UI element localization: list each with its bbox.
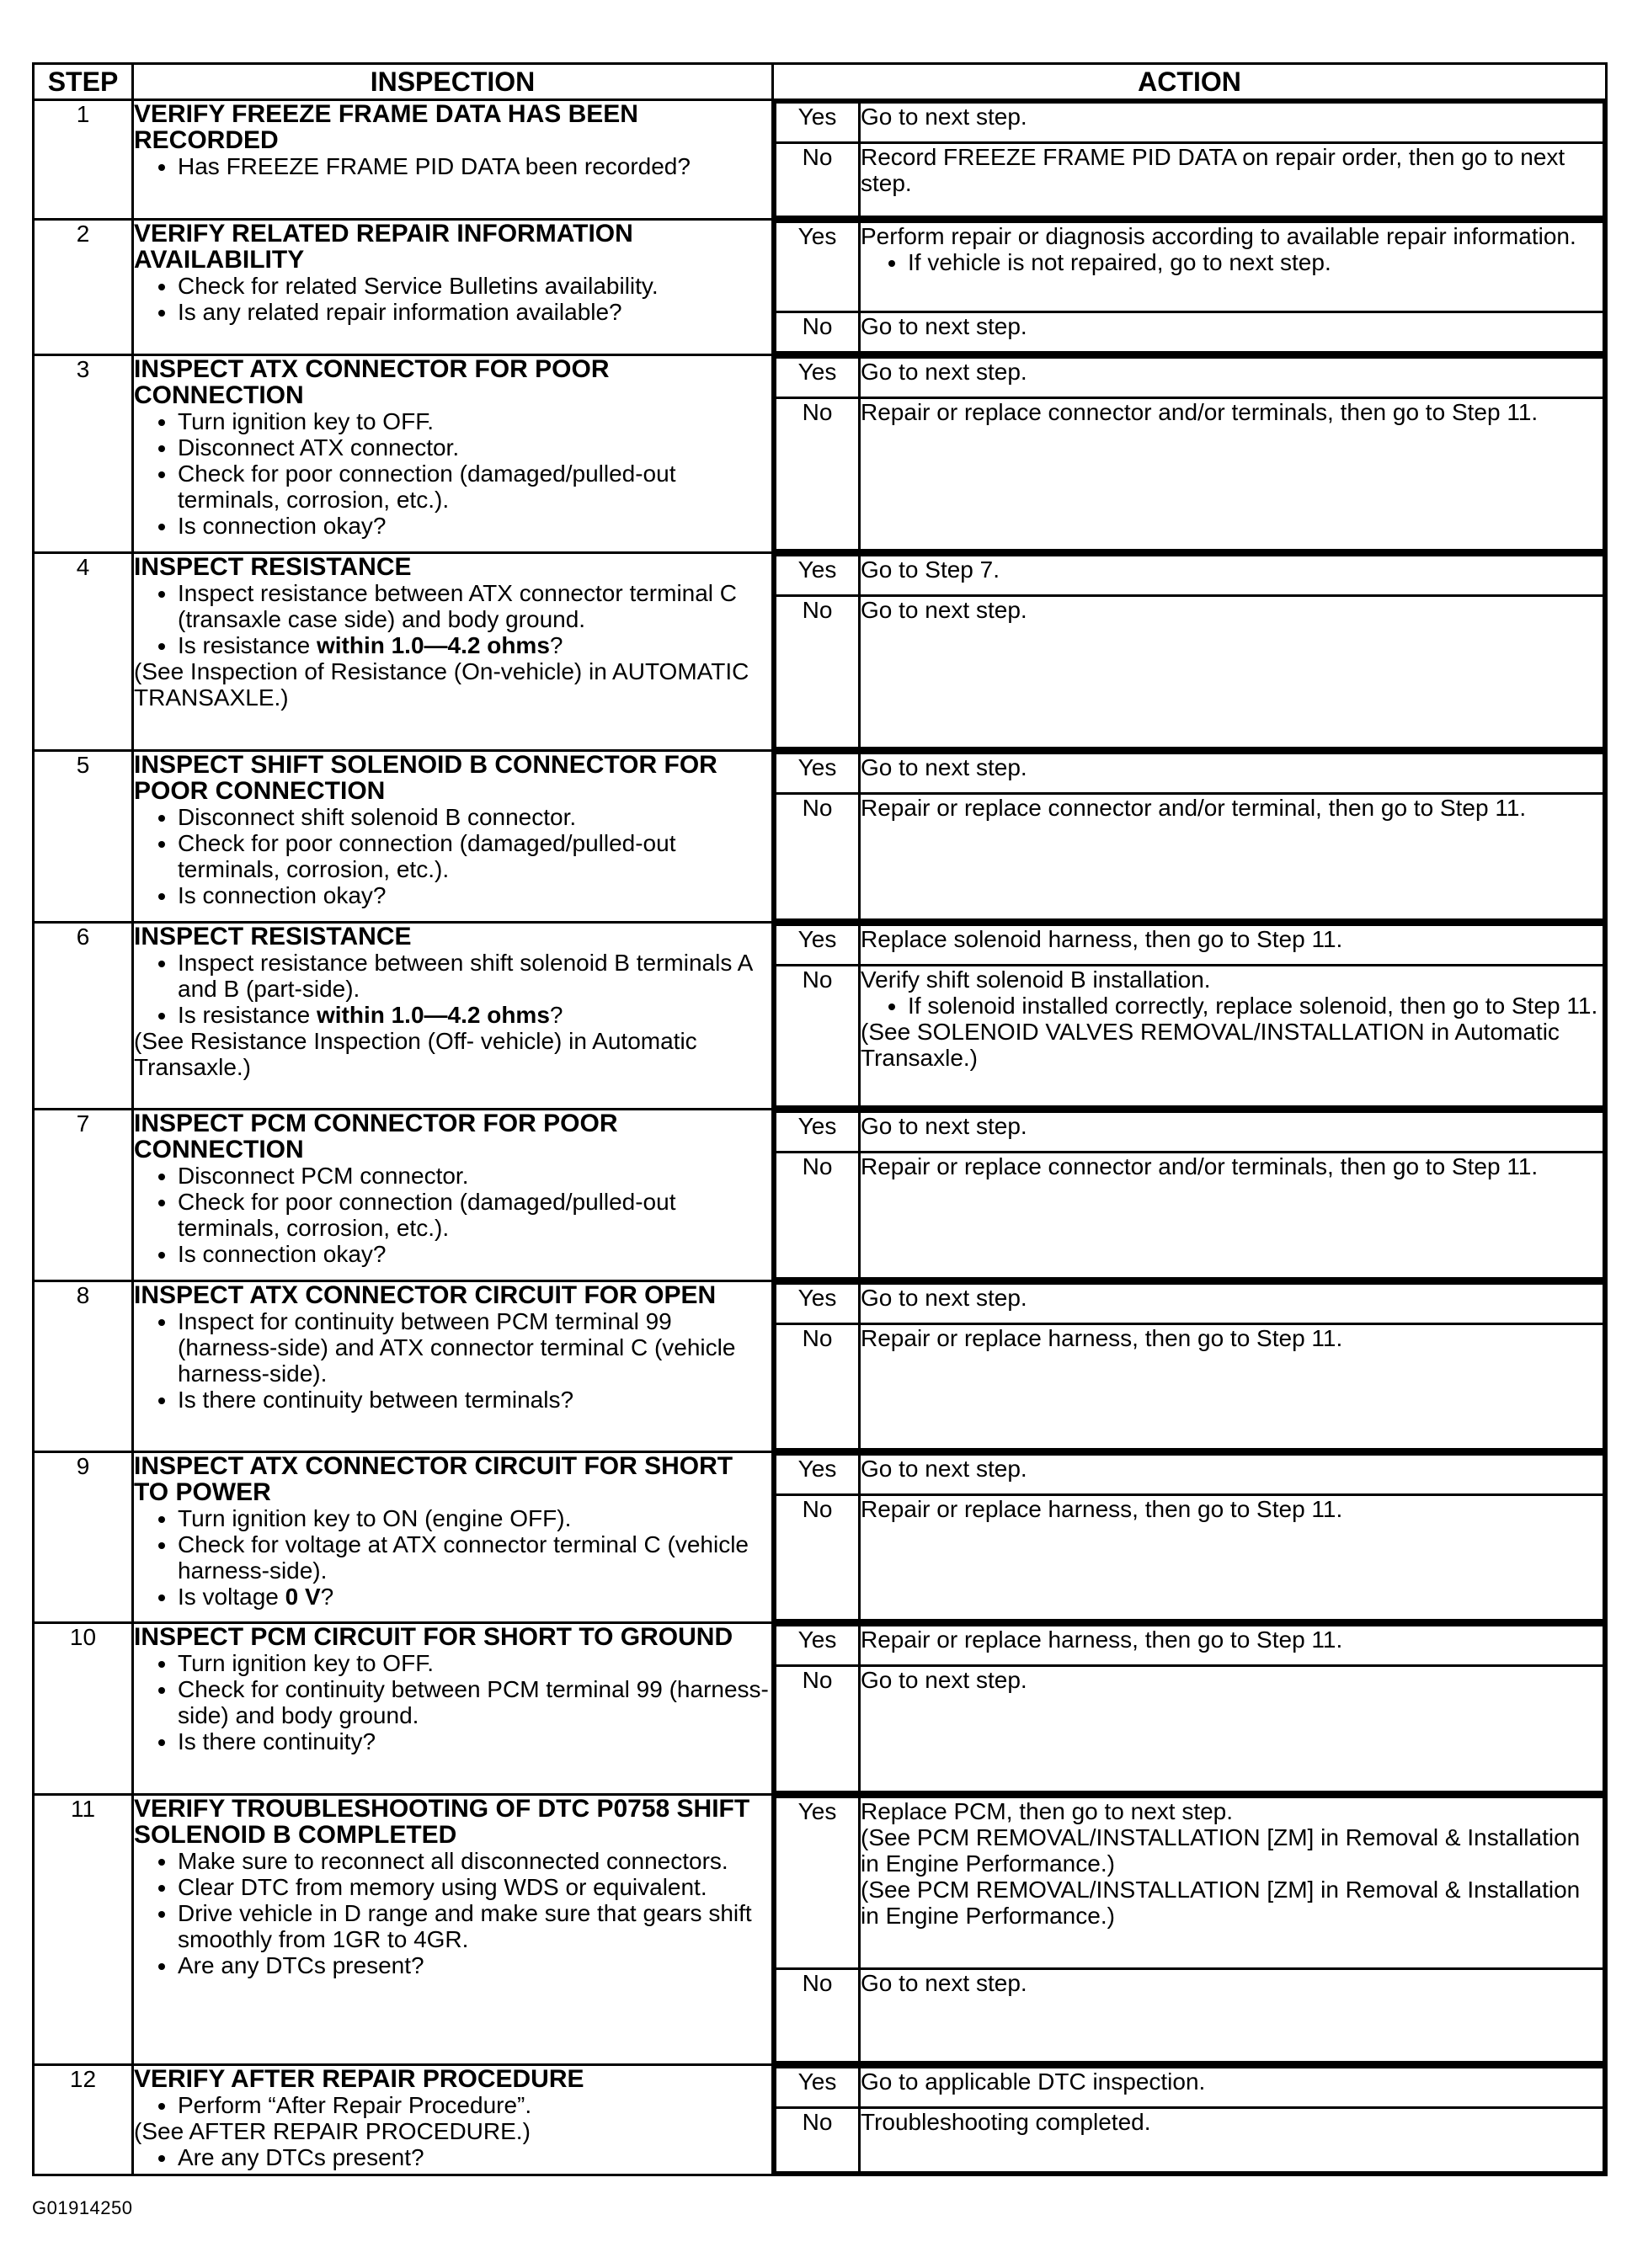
result-action-grid	[774, 1624, 1605, 1793]
table-header-row	[34, 64, 1607, 100]
inspection-bullet: • Is connection okay?	[178, 1241, 771, 1267]
yes-row	[776, 222, 1604, 312]
inspection-bullet-list	[134, 153, 771, 179]
yes-action	[860, 753, 1604, 794]
step-number: 5	[34, 751, 133, 923]
inspection-bullet: • Is there continuity?	[178, 1728, 771, 1754]
question-text: Is resistance	[178, 632, 317, 658]
step-row	[34, 1110, 1607, 1281]
step-row	[34, 923, 1607, 1110]
yes-row	[776, 1284, 1604, 1324]
yes-action-note: (See PCM REMOVAL/INSTALLATION [ZM] in Removal & Installation in Engine Performance.)	[861, 1824, 1581, 1877]
no-label: No	[776, 966, 860, 1107]
inspection-title: INSPECT RESISTANCE	[134, 553, 412, 581]
yes-action	[860, 2068, 1604, 2108]
yes-row	[776, 753, 1604, 794]
result-action-cell	[773, 2065, 1607, 2175]
inspection-bullet: • Inspect for continuity between PCM terminal 99 (harness-side) and ATX connector terminal C (vehicle harness-side).	[178, 1308, 771, 1387]
no-label: No	[776, 1153, 860, 1279]
inspection-cell	[133, 751, 773, 923]
no-action-text: Record FREEZE FRAME PID DATA on repair order, then go to next step.	[861, 144, 1565, 196]
inspection-bullet: • Clear DTC from memory using WDS or equivalent.	[178, 1874, 771, 1900]
yes-label: Yes	[776, 1626, 860, 1666]
inspection-bullet: • Are any DTCs present?	[178, 1952, 771, 1978]
no-action-text: Go to next step.	[861, 597, 1027, 623]
yes-action	[860, 1797, 1604, 1969]
inspection-bullet-list	[134, 1848, 771, 1978]
step-row	[34, 220, 1607, 355]
inspection-bullet-list	[134, 2144, 771, 2170]
no-row	[776, 596, 1604, 748]
step-row	[34, 355, 1607, 553]
yes-label: Yes	[776, 1112, 860, 1153]
inspection-bullet: • Turn ignition key to OFF.	[178, 1650, 771, 1676]
result-action-grid	[774, 101, 1605, 218]
no-action	[860, 1324, 1604, 1450]
result-action-grid	[774, 2066, 1605, 2174]
action-column-header: ACTION	[773, 64, 1607, 100]
yes-label: Yes	[776, 1455, 860, 1495]
inspection-bullet-list	[134, 950, 771, 1028]
inspection-bullet: • Make sure to reconnect all disconnected connectors.	[178, 1848, 771, 1874]
no-action-text: Repair or replace connector and/or terminals, then go to Step 11.	[861, 399, 1539, 425]
inspection-title: VERIFY FREEZE FRAME DATA HAS BEEN RECORDED	[134, 100, 638, 154]
step-row	[34, 2065, 1607, 2175]
inspection-bullet: • Is any related repair information available?	[178, 299, 771, 325]
inspection-bullet: • Is there continuity between terminals?	[178, 1387, 771, 1413]
question-end: ?	[549, 1002, 563, 1028]
inspection-bullet-list	[134, 273, 771, 325]
no-label: No	[776, 596, 860, 748]
inspection-cell	[133, 1281, 773, 1452]
inspection-bullet: • Check for poor connection (damaged/pulled-out terminals, corrosion, etc.).	[178, 1189, 771, 1241]
step-row	[34, 1623, 1607, 1795]
no-label: No	[776, 794, 860, 920]
result-action-grid	[774, 1796, 1605, 2063]
yes-action-bullet: • If vehicle is not repaired, go to next step.	[908, 249, 1603, 275]
yes-label: Yes	[776, 925, 860, 966]
no-action-text: Go to next step.	[861, 313, 1027, 339]
yes-action-text: Go to next step.	[861, 359, 1027, 385]
result-action-cell	[773, 1110, 1607, 1281]
result-action-cell	[773, 1795, 1607, 2065]
step-row	[34, 1281, 1607, 1452]
inspection-bullet: • Has FREEZE FRAME PID DATA been recorded?	[178, 153, 771, 179]
inspection-cell	[133, 1623, 773, 1795]
inspection-cell	[133, 355, 773, 553]
step-number: 10	[34, 1623, 133, 1795]
step-number: 11	[34, 1795, 133, 2065]
inspection-bullet-list	[134, 804, 771, 908]
no-row	[776, 1495, 1604, 1621]
result-action-grid	[774, 1110, 1605, 1280]
no-action-bullet-list	[861, 993, 1603, 1019]
result-action-grid	[774, 924, 1605, 1108]
figure-id: G01914250	[32, 2197, 133, 2218]
no-label: No	[776, 1969, 860, 2063]
yes-action	[860, 222, 1604, 312]
result-action-grid	[774, 356, 1605, 551]
yes-action	[860, 358, 1604, 398]
result-action-grid	[774, 554, 1605, 749]
yes-action-text: Perform repair or diagnosis according to available repair information.	[861, 223, 1576, 249]
result-action-grid	[774, 752, 1605, 921]
step-number: 7	[34, 1110, 133, 1281]
inspection-bullet: • Disconnect PCM connector.	[178, 1163, 771, 1189]
inspection-bullet-list	[134, 1308, 771, 1413]
yes-row	[776, 556, 1604, 596]
no-action-text: Go to next step.	[861, 1970, 1027, 1996]
yes-action-note: (See PCM REMOVAL/INSTALLATION [ZM] in Removal & Installation in Engine Performance.)	[861, 1877, 1581, 1929]
inspection-title: INSPECT RESISTANCE	[134, 923, 412, 950]
yes-action-bullet-list	[861, 249, 1603, 275]
inspection-bullet: • Inspect resistance between ATX connector terminal C (transaxle case side) and body ground.	[178, 580, 771, 632]
inspection-cell	[133, 1795, 773, 2065]
inspection-bullet-list	[134, 408, 771, 539]
no-action-text: Repair or replace harness, then go to Step 11.	[861, 1496, 1343, 1522]
result-action-grid	[774, 221, 1605, 354]
step-number: 1	[34, 100, 133, 220]
yes-label: Yes	[776, 556, 860, 596]
inspection-bullet-list	[134, 1505, 771, 1610]
result-action-grid	[774, 1453, 1605, 1621]
no-action-text: Go to next step.	[861, 1667, 1027, 1693]
no-action	[860, 143, 1604, 217]
yes-row	[776, 358, 1604, 398]
question-spec: within 1.0—4.2 ohms	[316, 632, 550, 658]
yes-action	[860, 1284, 1604, 1324]
no-action	[860, 1153, 1604, 1279]
yes-action	[860, 1112, 1604, 1153]
yes-action	[860, 925, 1604, 966]
inspection-bullet: • Check for poor connection (damaged/pulled-out terminals, corrosion, etc.).	[178, 461, 771, 513]
yes-label: Yes	[776, 222, 860, 312]
yes-row	[776, 925, 1604, 966]
yes-action-text: Replace solenoid harness, then go to Step 11.	[861, 926, 1343, 952]
step-number: 6	[34, 923, 133, 1110]
inspection-bullet: • Disconnect ATX connector.	[178, 434, 771, 461]
question-text: Is resistance	[178, 1002, 317, 1028]
yes-row	[776, 103, 1604, 143]
inspection-bullet: • Perform “After Repair Procedure”.	[178, 2092, 771, 2118]
result-action-cell	[773, 1452, 1607, 1623]
inspection-bullet-list	[134, 580, 771, 658]
question-end: ?	[549, 632, 563, 658]
no-row	[776, 143, 1604, 217]
no-action-text: Troubleshooting completed.	[861, 2109, 1151, 2135]
inspection-title: INSPECT ATX CONNECTOR FOR POOR CONNECTION	[134, 355, 610, 409]
result-action-cell	[773, 220, 1607, 355]
inspection-title: INSPECT SHIFT SOLENOID B CONNECTOR FOR POOR CONNECTION	[134, 751, 717, 805]
no-action	[860, 1666, 1604, 1792]
yes-row	[776, 1455, 1604, 1495]
yes-action-text: Replace PCM, then go to next step.	[861, 1798, 1234, 1824]
no-action-text: Verify shift solenoid B installation.	[861, 966, 1211, 993]
yes-row	[776, 1112, 1604, 1153]
yes-action	[860, 556, 1604, 596]
reference-note: (See AFTER REPAIR PROCEDURE.)	[134, 2118, 531, 2144]
yes-action-text: Go to applicable DTC inspection.	[861, 2068, 1206, 2095]
inspection-title: VERIFY AFTER REPAIR PROCEDURE	[134, 2065, 584, 2093]
no-row	[776, 398, 1604, 551]
inspection-bullet: • Turn ignition key to ON (engine OFF).	[178, 1505, 771, 1531]
no-action	[860, 794, 1604, 920]
step-number: 8	[34, 1281, 133, 1452]
step-row	[34, 553, 1607, 751]
no-action	[860, 312, 1604, 353]
step-row	[34, 751, 1607, 923]
result-action-grid	[774, 1282, 1605, 1451]
no-action	[860, 1969, 1604, 2063]
inspection-column-header: INSPECTION	[133, 64, 773, 100]
no-row	[776, 2108, 1604, 2173]
step-number: 12	[34, 2065, 133, 2175]
no-label: No	[776, 1666, 860, 1792]
yes-label: Yes	[776, 103, 860, 143]
no-action-text: Repair or replace connector and/or terminals, then go to Step 11.	[861, 1153, 1539, 1179]
inspection-bullet: • Is connection okay?	[178, 513, 771, 539]
no-row	[776, 1666, 1604, 1792]
result-action-cell	[773, 1623, 1607, 1795]
inspection-bullet-list	[134, 2092, 771, 2118]
result-action-cell	[773, 923, 1607, 1110]
procedure-rows	[34, 100, 1607, 2175]
inspection-cell	[133, 100, 773, 220]
result-action-cell	[773, 355, 1607, 553]
inspection-title: VERIFY TROUBLESHOOTING OF DTC P0758 SHIFT SOLENOID B COMPLETED	[134, 1795, 750, 1849]
no-action	[860, 966, 1604, 1107]
no-action	[860, 596, 1604, 748]
reference-note: (See Inspection of Resistance (On-vehicle) in AUTOMATIC TRANSAXLE.)	[134, 658, 749, 711]
step-number: 2	[34, 220, 133, 355]
no-row	[776, 312, 1604, 353]
step-row	[34, 1795, 1607, 2065]
no-label: No	[776, 1495, 860, 1621]
inspection-cell	[133, 1452, 773, 1623]
no-action-text: Repair or replace harness, then go to Step 11.	[861, 1325, 1343, 1351]
yes-action-text: Go to Step 7.	[861, 556, 1000, 583]
question-text: Is voltage	[178, 1584, 285, 1610]
no-label: No	[776, 2108, 860, 2173]
inspection-bullet: • Check for related Service Bulletins availability.	[178, 273, 771, 299]
diagnostic-procedure-table	[32, 62, 1608, 2176]
no-action	[860, 2108, 1604, 2173]
question-end: ?	[320, 1584, 334, 1610]
no-label: No	[776, 398, 860, 551]
inspection-cell	[133, 923, 773, 1110]
no-row	[776, 966, 1604, 1107]
inspection-title: INSPECT ATX CONNECTOR CIRCUIT FOR SHORT TO POWER	[134, 1452, 733, 1506]
result-action-cell	[773, 1281, 1607, 1452]
step-number: 4	[34, 553, 133, 751]
no-label: No	[776, 1324, 860, 1450]
no-label: No	[776, 143, 860, 217]
yes-label: Yes	[776, 753, 860, 794]
yes-action	[860, 103, 1604, 143]
result-action-cell	[773, 751, 1607, 923]
no-row	[776, 1969, 1604, 2063]
inspection-title: INSPECT PCM CONNECTOR FOR POOR CONNECTION	[134, 1110, 618, 1163]
inspection-bullet: • Check for poor connection (damaged/pulled-out terminals, corrosion, etc.).	[178, 830, 771, 882]
no-action-text: Repair or replace connector and/or terminal, then go to Step 11.	[861, 795, 1527, 821]
yes-label: Yes	[776, 1797, 860, 1969]
step-row	[34, 1452, 1607, 1623]
no-action	[860, 1495, 1604, 1621]
inspection-cell	[133, 2065, 773, 2175]
question-spec: 0 V	[285, 1584, 321, 1610]
inspection-bullet-list	[134, 1163, 771, 1267]
inspection-bullet: • Check for continuity between PCM terminal 99 (harness-side) and body ground.	[178, 1676, 771, 1728]
no-label: No	[776, 312, 860, 353]
yes-action-text: Go to next step.	[861, 754, 1027, 780]
yes-action-text: Repair or replace harness, then go to Step 11.	[861, 1626, 1343, 1653]
inspection-bullet: • Check for voltage at ATX connector terminal C (vehicle harness-side).	[178, 1531, 771, 1584]
no-action	[860, 398, 1604, 551]
inspection-bullet: • Disconnect shift solenoid B connector.	[178, 804, 771, 830]
step-number: 3	[34, 355, 133, 553]
yes-row	[776, 2068, 1604, 2108]
question-spec: within 1.0—4.2 ohms	[316, 1002, 550, 1028]
inspection-question	[178, 1584, 771, 1610]
yes-label: Yes	[776, 358, 860, 398]
inspection-title: INSPECT PCM CIRCUIT FOR SHORT TO GROUND	[134, 1623, 733, 1651]
no-action-note: (See SOLENOID VALVES REMOVAL/INSTALLATION in Automatic Transaxle.)	[861, 1019, 1560, 1071]
yes-label: Yes	[776, 1284, 860, 1324]
step-number: 9	[34, 1452, 133, 1623]
inspection-bullet-list	[134, 1650, 771, 1754]
inspection-title: INSPECT ATX CONNECTOR CIRCUIT FOR OPEN	[134, 1281, 717, 1309]
inspection-title: VERIFY RELATED REPAIR INFORMATION AVAILABILITY	[134, 220, 633, 274]
inspection-question	[178, 1002, 771, 1028]
no-row	[776, 1153, 1604, 1279]
yes-action-text: Go to next step.	[861, 1456, 1027, 1482]
step-row	[34, 100, 1607, 220]
inspection-bullet: • Is connection okay?	[178, 882, 771, 908]
no-row	[776, 1324, 1604, 1450]
no-row	[776, 794, 1604, 920]
inspection-cell	[133, 1110, 773, 1281]
yes-action-text: Go to next step.	[861, 1113, 1027, 1139]
yes-row	[776, 1626, 1604, 1666]
yes-action	[860, 1455, 1604, 1495]
inspection-cell	[133, 220, 773, 355]
no-action-bullet: • If solenoid installed correctly, replace solenoid, then go to Step 11.	[908, 993, 1603, 1019]
step-column-header: STEP	[34, 64, 133, 100]
result-action-cell	[773, 100, 1607, 220]
inspection-bullet: • Inspect resistance between shift solenoid B terminals A and B (part-side).	[178, 950, 771, 1002]
inspection-bullet: • Drive vehicle in D range and make sure that gears shift smoothly from 1GR to 4GR.	[178, 1900, 771, 1952]
inspection-bullet: • Are any DTCs present?	[178, 2144, 771, 2170]
inspection-question	[178, 632, 771, 658]
yes-action-text: Go to next step.	[861, 104, 1027, 130]
reference-note: (See Resistance Inspection (Off- vehicle) in Automatic Transaxle.)	[134, 1028, 697, 1080]
inspection-bullet: • Turn ignition key to OFF.	[178, 408, 771, 434]
yes-action	[860, 1626, 1604, 1666]
yes-action-text: Go to next step.	[861, 1285, 1027, 1311]
yes-row	[776, 1797, 1604, 1969]
result-action-cell	[773, 553, 1607, 751]
yes-label: Yes	[776, 2068, 860, 2108]
inspection-cell	[133, 553, 773, 751]
